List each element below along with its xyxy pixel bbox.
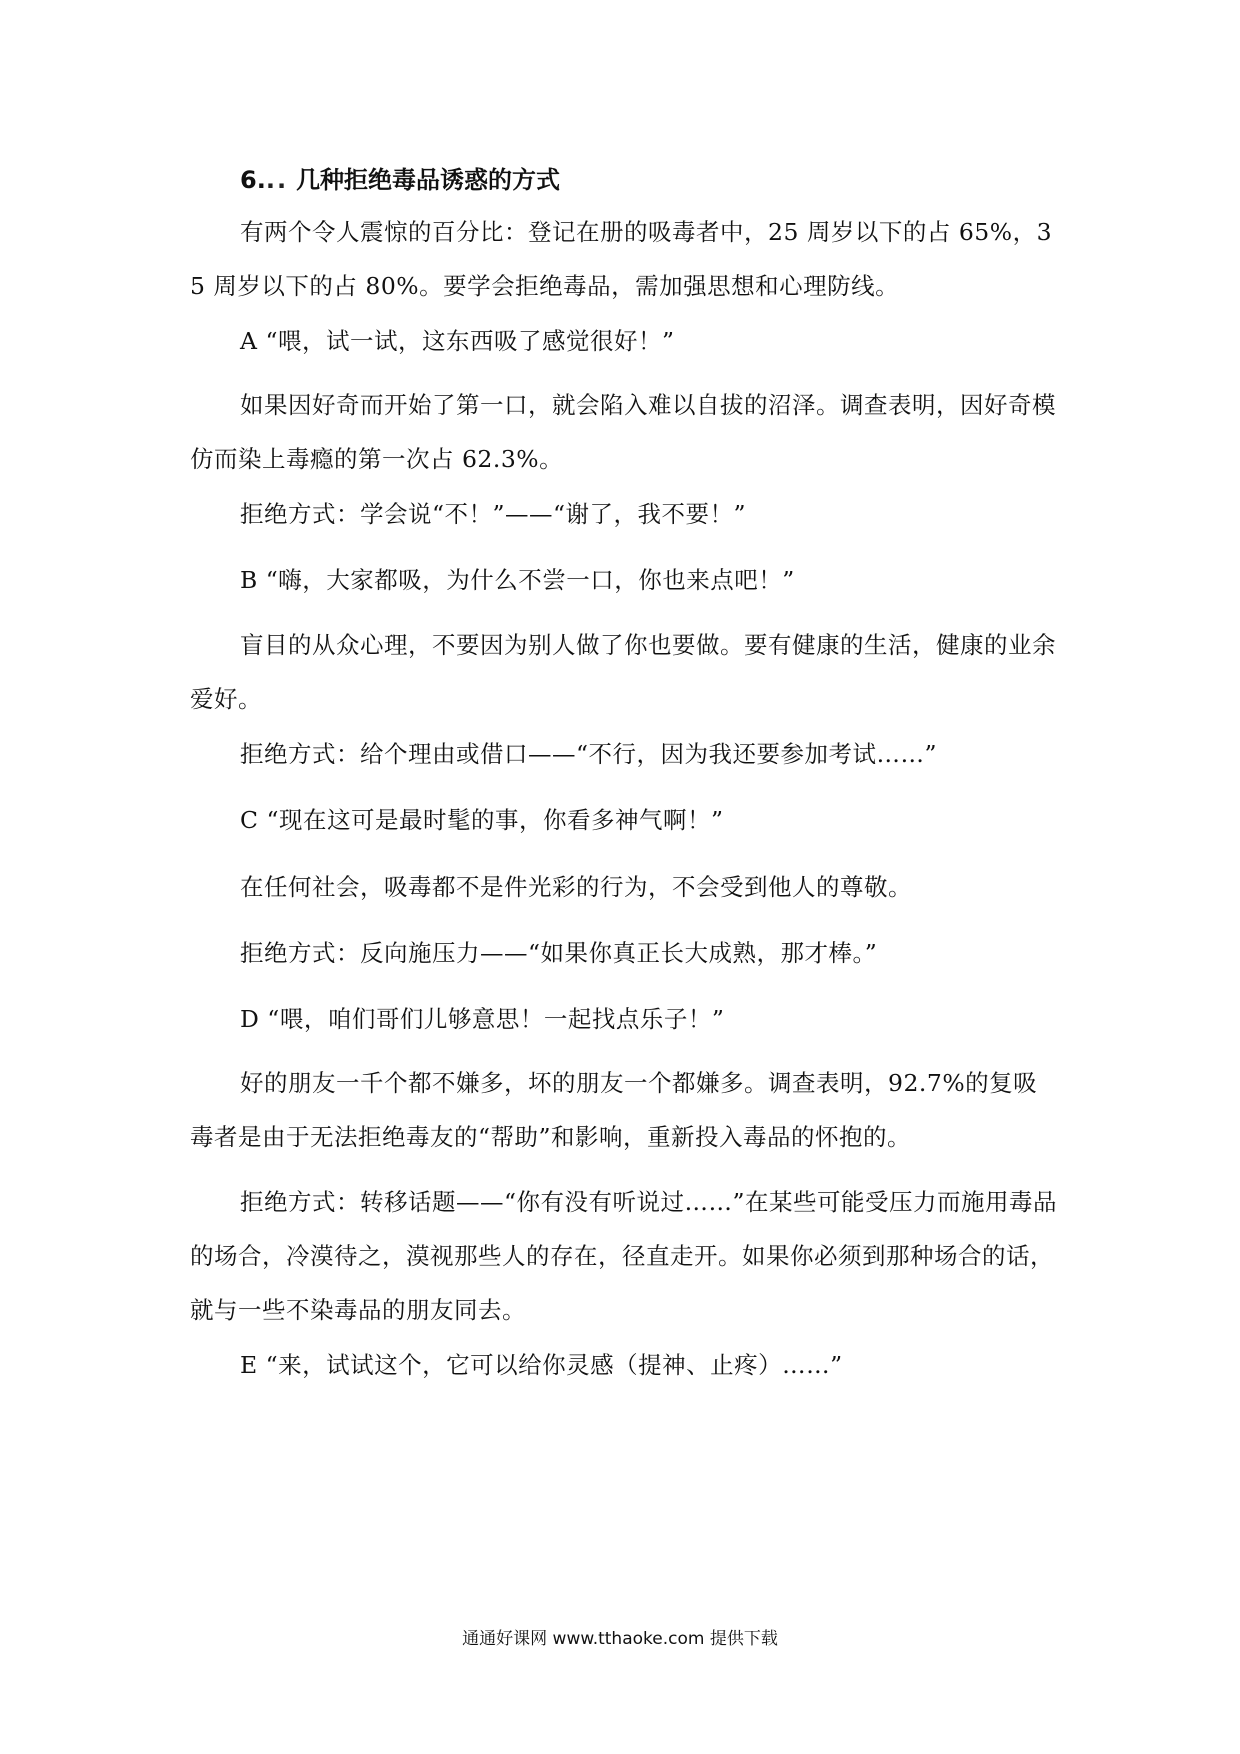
section-number-dots: ..	[265, 166, 289, 194]
paragraph-a-explanation: 如果因好奇而开始了第一口，就会陷入难以自拔的沼泽。调查表明，因好奇模仿而染上毒瘾的第一次占 62.3%。	[190, 391, 1056, 473]
scenario-e: E “来，试试这个，它可以给你灵感（提神、止疼）……”	[240, 1351, 843, 1379]
paragraph-b-explanation: 盲目的从众心理，不要因为别人做了你也要做。要有健康的生活，健康的业余爱好。	[190, 631, 1056, 713]
refusal-c: 拒绝方式：反向施压力——“如果你真正长大成熟，那才棒。”	[240, 939, 878, 967]
scenario-b: B “嗨，大家都吸，为什么不尝一口，你也来点吧！”	[240, 566, 795, 594]
section-number: 6.	[240, 166, 266, 194]
refusal-b: 拒绝方式：给个理由或借口——“不行，因为我还要参加考试……”	[240, 740, 938, 768]
page-footer: 通通好课网 www.tthaoke.com 提供下载	[462, 1629, 778, 1649]
refusal-a: 拒绝方式：学会说“不！”——“谢了，我不要！”	[240, 500, 747, 528]
refusal-d: 拒绝方式：转移话题——“你有没有听说过……”在某些可能受压力而施用毒品的场合，冷漠待之，漠视那些人的存在，径直走开。如果你必须到那种场合的话，就与一些不染毒品的朋友同去。	[190, 1188, 1058, 1324]
scenario-c: C “现在这可是最时髦的事，你看多神气啊！”	[240, 806, 724, 834]
paragraph-intro: 有两个令人震惊的百分比：登记在册的吸毒者中，25 周岁以下的占 65%，35 周岁以下的占 80%。要学会拒绝毒品，需加强思想和心理防线。	[190, 218, 1053, 300]
paragraph-d-explanation: 好的朋友一千个都不嫌多，坏的朋友一个都嫌多。调查表明，92.7%的复吸毒者是由于无法拒绝毒友的“帮助”和影响，重新投入毒品的怀抱的。	[190, 1069, 1038, 1151]
paragraph-c-explanation: 在任何社会，吸毒都不是件光彩的行为，不会受到他人的尊敬。	[240, 873, 912, 901]
section-title: 几种拒绝毒品诱惑的方式	[296, 166, 561, 194]
scenario-a: A “喂，试一试，这东西吸了感觉很好！”	[240, 327, 675, 355]
section-heading	[240, 162, 560, 198]
scenario-d: D “喂，咱们哥们儿够意思！一起找点乐子！”	[240, 1005, 725, 1033]
